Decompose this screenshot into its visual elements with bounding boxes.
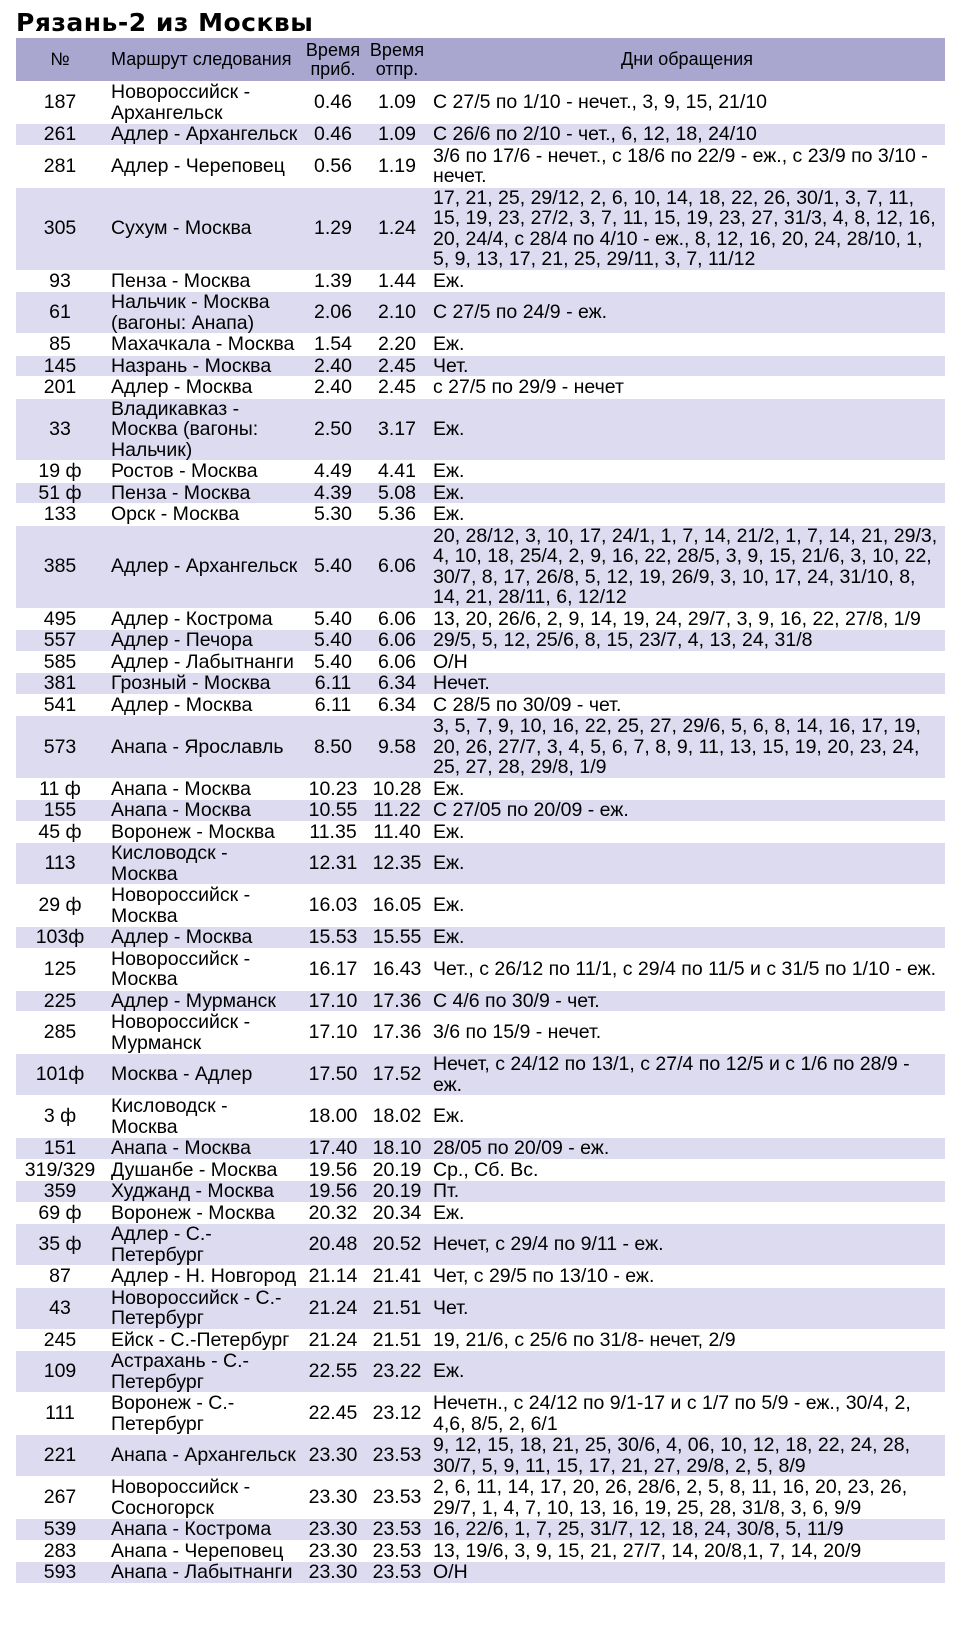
arrival-time: 21.24 bbox=[301, 1287, 365, 1329]
train-number: 267 bbox=[16, 1477, 104, 1519]
route-name: Адлер - Н. Новгород bbox=[104, 1266, 301, 1288]
operating-days: Нечет. bbox=[429, 673, 945, 695]
operating-days: Еж. bbox=[429, 398, 945, 461]
table-row bbox=[16, 1435, 945, 1477]
arrival-time: 18.00 bbox=[301, 1096, 365, 1138]
table-row bbox=[16, 694, 945, 716]
table-row bbox=[16, 885, 945, 927]
arrival-time: 2.40 bbox=[301, 355, 365, 377]
arrival-time: 20.32 bbox=[301, 1202, 365, 1224]
train-number: 573 bbox=[16, 716, 104, 779]
route-name: Владикавказ - Москва (вагоны: Нальчик) bbox=[104, 398, 301, 461]
arrival-time: 2.40 bbox=[301, 377, 365, 399]
table-row bbox=[16, 800, 945, 822]
operating-days: Еж. bbox=[429, 504, 945, 526]
table-row bbox=[16, 525, 945, 608]
operating-days: Еж. bbox=[429, 1096, 945, 1138]
table-row bbox=[16, 1012, 945, 1054]
arrival-time: 1.54 bbox=[301, 334, 365, 356]
route-name: Анапа - Кострома bbox=[104, 1519, 301, 1541]
departure-time: 6.06 bbox=[365, 651, 429, 673]
operating-days: Еж. bbox=[429, 270, 945, 292]
arrival-time: 17.10 bbox=[301, 1012, 365, 1054]
operating-days: 13, 19/6, 3, 9, 15, 21, 27/7, 14, 20/8,1, 7, 14, 20/9 bbox=[429, 1540, 945, 1562]
train-number: 221 bbox=[16, 1435, 104, 1477]
operating-days: 2, 6, 11, 14, 17, 20, 26, 28/6, 2, 5, 8, 11, 16, 20, 23, 26, 29/7, 1, 4, 7, 10, 13, 16, 19, 25, 28, 31/8, 3, 6, 9/9 bbox=[429, 1477, 945, 1519]
arrival-time: 12.31 bbox=[301, 843, 365, 885]
operating-days: С 4/6 по 30/9 - чет. bbox=[429, 990, 945, 1012]
table-row bbox=[16, 948, 945, 990]
departure-time: 5.08 bbox=[365, 482, 429, 504]
train-number: 61 bbox=[16, 292, 104, 334]
route-name: Новороссийск - Москва bbox=[104, 948, 301, 990]
operating-days: Нечетн., с 24/12 по 9/1-17 и с 1/7 по 5/9 - еж., 30/4, 2, 4,6, 8/5, 2, 6/1 bbox=[429, 1393, 945, 1435]
operating-days: Чет., с 26/12 по 11/1, с 29/4 по 11/5 и с 31/5 по 1/10 - еж. bbox=[429, 948, 945, 990]
train-number: 103ф bbox=[16, 927, 104, 949]
operating-days: 19, 21/6, с 25/6 по 31/8- нечет, 2/9 bbox=[429, 1329, 945, 1351]
departure-time: 23.53 bbox=[365, 1477, 429, 1519]
header-route: Маршрут следования bbox=[104, 38, 301, 82]
operating-days: 28/05 по 20/09 - еж. bbox=[429, 1138, 945, 1160]
operating-days: Еж. bbox=[429, 927, 945, 949]
table-row bbox=[16, 482, 945, 504]
route-name: Пенза - Москва bbox=[104, 270, 301, 292]
departure-time: 2.45 bbox=[365, 355, 429, 377]
operating-days: 3/6 по 15/9 - нечет. bbox=[429, 1012, 945, 1054]
operating-days: 29/5, 5, 12, 25/6, 8, 15, 23/7, 4, 13, 24, 31/8 bbox=[429, 630, 945, 652]
table-row bbox=[16, 1540, 945, 1562]
departure-time: 1.44 bbox=[365, 270, 429, 292]
departure-time: 23.22 bbox=[365, 1351, 429, 1393]
route-name: Ростов - Москва bbox=[104, 461, 301, 483]
route-name: Анапа - Ярославль bbox=[104, 716, 301, 779]
operating-days: Еж. bbox=[429, 778, 945, 800]
table-row bbox=[16, 124, 945, 146]
operating-days: Нечет, с 29/4 по 9/11 - еж. bbox=[429, 1224, 945, 1266]
arrival-time: 23.30 bbox=[301, 1540, 365, 1562]
header-departure: Время отпр. bbox=[365, 38, 429, 82]
train-number: 585 bbox=[16, 651, 104, 673]
departure-time: 21.51 bbox=[365, 1287, 429, 1329]
operating-days: Чет. bbox=[429, 1287, 945, 1329]
departure-time: 15.55 bbox=[365, 927, 429, 949]
route-name: Новороссийск - С.-Петербург bbox=[104, 1287, 301, 1329]
departure-time: 1.24 bbox=[365, 187, 429, 270]
train-number: 43 bbox=[16, 1287, 104, 1329]
route-name: Анапа - Москва bbox=[104, 778, 301, 800]
arrival-time: 4.39 bbox=[301, 482, 365, 504]
arrival-time: 16.03 bbox=[301, 885, 365, 927]
arrival-time: 23.30 bbox=[301, 1435, 365, 1477]
arrival-time: 23.30 bbox=[301, 1519, 365, 1541]
route-name: Кисловодск - Москва bbox=[104, 843, 301, 885]
table-body bbox=[16, 82, 945, 1584]
page-title: Рязань-2 из Москвы bbox=[16, 8, 314, 37]
departure-time: 20.19 bbox=[365, 1181, 429, 1203]
train-number: 495 bbox=[16, 608, 104, 630]
arrival-time: 6.11 bbox=[301, 673, 365, 695]
table-row bbox=[16, 673, 945, 695]
table-row bbox=[16, 1519, 945, 1541]
table-row bbox=[16, 377, 945, 399]
operating-days: Еж. bbox=[429, 482, 945, 504]
departure-time: 23.53 bbox=[365, 1540, 429, 1562]
route-name: Ейск - С.-Петербург bbox=[104, 1329, 301, 1351]
table-row bbox=[16, 82, 945, 124]
route-name: Пенза - Москва bbox=[104, 482, 301, 504]
arrival-time: 5.30 bbox=[301, 504, 365, 526]
arrival-time: 19.56 bbox=[301, 1181, 365, 1203]
table-row bbox=[16, 821, 945, 843]
train-number: 281 bbox=[16, 145, 104, 187]
departure-time: 2.10 bbox=[365, 292, 429, 334]
operating-days: 3, 5, 7, 9, 10, 16, 22, 25, 27, 29/6, 5, 6, 8, 14, 16, 17, 19, 20, 26, 27/7, 3, 4, 5, 6, 7, 8, 9, 11, 13, 15, 19, 20, 23, 24, 25, 27, 28, 29/8, 1/9 bbox=[429, 716, 945, 779]
table-row bbox=[16, 1393, 945, 1435]
operating-days: Нечет, с 24/12 по 13/1, с 27/4 по 12/5 и с 1/6 по 28/9 - еж. bbox=[429, 1054, 945, 1096]
arrival-time: 0.46 bbox=[301, 124, 365, 146]
table-row bbox=[16, 292, 945, 334]
train-number: 45 ф bbox=[16, 821, 104, 843]
train-number: 225 bbox=[16, 990, 104, 1012]
departure-time: 3.17 bbox=[365, 398, 429, 461]
train-number: 155 bbox=[16, 800, 104, 822]
train-number: 285 bbox=[16, 1012, 104, 1054]
table-row bbox=[16, 270, 945, 292]
schedule-table bbox=[16, 38, 945, 1584]
route-name: Сухум - Москва bbox=[104, 187, 301, 270]
route-name: Анапа - Череповец bbox=[104, 1540, 301, 1562]
arrival-time: 5.40 bbox=[301, 630, 365, 652]
route-name: Новороссийск - Сосногорск bbox=[104, 1477, 301, 1519]
table-row bbox=[16, 145, 945, 187]
departure-time: 17.36 bbox=[365, 990, 429, 1012]
table-row bbox=[16, 1351, 945, 1393]
train-number: 245 bbox=[16, 1329, 104, 1351]
route-name: Адлер - Печора bbox=[104, 630, 301, 652]
route-name: Астрахань - С.-Петербург bbox=[104, 1351, 301, 1393]
route-name: Адлер - С.-Петербург bbox=[104, 1224, 301, 1266]
header-days: Дни обращения bbox=[429, 38, 945, 82]
route-name: Худжанд - Москва bbox=[104, 1181, 301, 1203]
train-number: 101ф bbox=[16, 1054, 104, 1096]
table-row bbox=[16, 1287, 945, 1329]
departure-time: 1.09 bbox=[365, 124, 429, 146]
route-name: Адлер - Москва bbox=[104, 694, 301, 716]
departure-time: 16.05 bbox=[365, 885, 429, 927]
arrival-time: 15.53 bbox=[301, 927, 365, 949]
route-name: Новороссийск - Москва bbox=[104, 885, 301, 927]
arrival-time: 10.23 bbox=[301, 778, 365, 800]
train-number: 359 bbox=[16, 1181, 104, 1203]
operating-days: Чет, с 29/5 по 13/10 - еж. bbox=[429, 1266, 945, 1288]
arrival-time: 1.29 bbox=[301, 187, 365, 270]
route-name: Анапа - Лабытнанги bbox=[104, 1562, 301, 1584]
route-name: Махачкала - Москва bbox=[104, 334, 301, 356]
route-name: Воронеж - Москва bbox=[104, 821, 301, 843]
arrival-time: 19.56 bbox=[301, 1159, 365, 1181]
departure-time: 1.19 bbox=[365, 145, 429, 187]
operating-days: Чет. bbox=[429, 355, 945, 377]
route-name: Анапа - Москва bbox=[104, 1138, 301, 1160]
train-number: 539 bbox=[16, 1519, 104, 1541]
departure-time: 6.06 bbox=[365, 608, 429, 630]
arrival-time: 17.40 bbox=[301, 1138, 365, 1160]
table-row bbox=[16, 990, 945, 1012]
route-name: Москва - Адлер bbox=[104, 1054, 301, 1096]
arrival-time: 23.30 bbox=[301, 1562, 365, 1584]
train-number: 145 bbox=[16, 355, 104, 377]
operating-days: С 26/6 по 2/10 - чет., 6, 12, 18, 24/10 bbox=[429, 124, 945, 146]
arrival-time: 0.56 bbox=[301, 145, 365, 187]
arrival-time: 22.55 bbox=[301, 1351, 365, 1393]
header-num: № bbox=[16, 38, 104, 82]
train-number: 125 bbox=[16, 948, 104, 990]
train-number: 51 ф bbox=[16, 482, 104, 504]
arrival-time: 1.39 bbox=[301, 270, 365, 292]
train-number: 109 bbox=[16, 1351, 104, 1393]
departure-time: 6.34 bbox=[365, 673, 429, 695]
train-number: 93 bbox=[16, 270, 104, 292]
operating-days: О/Н bbox=[429, 651, 945, 673]
arrival-time: 23.30 bbox=[301, 1477, 365, 1519]
table-row bbox=[16, 927, 945, 949]
route-name: Воронеж - Москва bbox=[104, 1202, 301, 1224]
arrival-time: 21.14 bbox=[301, 1266, 365, 1288]
route-name: Новороссийск - Архангельск bbox=[104, 82, 301, 124]
operating-days: 16, 22/6, 1, 7, 25, 31/7, 12, 18, 24, 30/8, 5, 11/9 bbox=[429, 1519, 945, 1541]
route-name: Грозный - Москва bbox=[104, 673, 301, 695]
operating-days: с 27/5 по 29/9 - нечет bbox=[429, 377, 945, 399]
departure-time: 20.34 bbox=[365, 1202, 429, 1224]
departure-time: 21.51 bbox=[365, 1329, 429, 1351]
route-name: Адлер - Москва bbox=[104, 377, 301, 399]
departure-time: 6.06 bbox=[365, 525, 429, 608]
arrival-time: 2.50 bbox=[301, 398, 365, 461]
route-name: Анапа - Архангельск bbox=[104, 1435, 301, 1477]
arrival-time: 5.40 bbox=[301, 525, 365, 608]
table-row bbox=[16, 187, 945, 270]
arrival-time: 21.24 bbox=[301, 1329, 365, 1351]
departure-time: 23.12 bbox=[365, 1393, 429, 1435]
table-row bbox=[16, 843, 945, 885]
route-name: Воронеж - С.-Петербург bbox=[104, 1393, 301, 1435]
departure-time: 4.41 bbox=[365, 461, 429, 483]
departure-time: 23.53 bbox=[365, 1519, 429, 1541]
operating-days: 9, 12, 15, 18, 21, 25, 30/6, 4, 06, 10, 12, 18, 22, 24, 28, 30/7, 5, 9, 11, 15, 17, 21, 27, 29/8, 2, 5, 8/9 bbox=[429, 1435, 945, 1477]
departure-time: 11.40 bbox=[365, 821, 429, 843]
arrival-time: 17.10 bbox=[301, 990, 365, 1012]
train-number: 201 bbox=[16, 377, 104, 399]
train-number: 187 bbox=[16, 82, 104, 124]
operating-days: С 28/5 по 30/09 - чет. bbox=[429, 694, 945, 716]
departure-time: 20.19 bbox=[365, 1159, 429, 1181]
departure-time: 9.58 bbox=[365, 716, 429, 779]
route-name: Назрань - Москва bbox=[104, 355, 301, 377]
table-row bbox=[16, 1224, 945, 1266]
route-name: Адлер - Москва bbox=[104, 927, 301, 949]
operating-days: Пт. bbox=[429, 1181, 945, 1203]
train-number: 87 bbox=[16, 1266, 104, 1288]
table-row bbox=[16, 1329, 945, 1351]
arrival-time: 16.17 bbox=[301, 948, 365, 990]
operating-days: С 27/5 по 1/10 - нечет., 3, 9, 15, 21/10 bbox=[429, 82, 945, 124]
table-row bbox=[16, 1054, 945, 1096]
departure-time: 23.53 bbox=[365, 1562, 429, 1584]
table-row bbox=[16, 1202, 945, 1224]
table-row bbox=[16, 1096, 945, 1138]
arrival-time: 17.50 bbox=[301, 1054, 365, 1096]
route-name: Адлер - Череповец bbox=[104, 145, 301, 187]
table-row bbox=[16, 778, 945, 800]
departure-time: 12.35 bbox=[365, 843, 429, 885]
train-number: 319/329 bbox=[16, 1159, 104, 1181]
table-header bbox=[16, 38, 945, 82]
departure-time: 17.36 bbox=[365, 1012, 429, 1054]
train-number: 35 ф bbox=[16, 1224, 104, 1266]
departure-time: 17.52 bbox=[365, 1054, 429, 1096]
table-row bbox=[16, 398, 945, 461]
route-name: Новороссийск - Мурманск bbox=[104, 1012, 301, 1054]
train-number: 29 ф bbox=[16, 885, 104, 927]
train-number: 385 bbox=[16, 525, 104, 608]
departure-time: 21.41 bbox=[365, 1266, 429, 1288]
train-number: 33 bbox=[16, 398, 104, 461]
train-number: 85 bbox=[16, 334, 104, 356]
train-number: 557 bbox=[16, 630, 104, 652]
table-row bbox=[16, 1159, 945, 1181]
route-name: Адлер - Архангельск bbox=[104, 124, 301, 146]
departure-time: 10.28 bbox=[365, 778, 429, 800]
table-row bbox=[16, 651, 945, 673]
departure-time: 1.09 bbox=[365, 82, 429, 124]
route-name: Адлер - Кострома bbox=[104, 608, 301, 630]
table-row bbox=[16, 334, 945, 356]
table-row bbox=[16, 1266, 945, 1288]
departure-time: 6.34 bbox=[365, 694, 429, 716]
train-number: 283 bbox=[16, 1540, 104, 1562]
operating-days: 17, 21, 25, 29/12, 2, 6, 10, 14, 18, 22, 26, 30/1, 3, 7, 11, 15, 19, 23, 27/2, 3, 7, 11, 15, 19, 23, 27, 31/3, 4, 8, 12, 16, 20, 24/4, с 28/4 по 4/10 - еж., 8, 12, 16, 20, 24, 28/10, 1, 5, 9, 13, 17, 21, 25, 29/11, 3, 7, 11/12 bbox=[429, 187, 945, 270]
header-row bbox=[16, 38, 945, 82]
train-number: 593 bbox=[16, 1562, 104, 1584]
train-number: 11 ф bbox=[16, 778, 104, 800]
train-number: 19 ф bbox=[16, 461, 104, 483]
table-row bbox=[16, 1138, 945, 1160]
arrival-time: 22.45 bbox=[301, 1393, 365, 1435]
operating-days: С 27/05 по 20/09 - еж. bbox=[429, 800, 945, 822]
train-number: 261 bbox=[16, 124, 104, 146]
route-name: Кисловодск - Москва bbox=[104, 1096, 301, 1138]
train-number: 133 bbox=[16, 504, 104, 526]
arrival-time: 11.35 bbox=[301, 821, 365, 843]
table-row bbox=[16, 355, 945, 377]
table-row bbox=[16, 1477, 945, 1519]
departure-time: 18.10 bbox=[365, 1138, 429, 1160]
operating-days: Еж. bbox=[429, 843, 945, 885]
train-number: 381 bbox=[16, 673, 104, 695]
operating-days: Еж. bbox=[429, 885, 945, 927]
arrival-time: 2.06 bbox=[301, 292, 365, 334]
arrival-time: 4.49 bbox=[301, 461, 365, 483]
train-number: 151 bbox=[16, 1138, 104, 1160]
route-name: Анапа - Москва bbox=[104, 800, 301, 822]
arrival-time: 6.11 bbox=[301, 694, 365, 716]
operating-days: Еж. bbox=[429, 1351, 945, 1393]
arrival-time: 5.40 bbox=[301, 651, 365, 673]
route-name: Адлер - Лабытнанги bbox=[104, 651, 301, 673]
departure-time: 16.43 bbox=[365, 948, 429, 990]
arrival-time: 0.46 bbox=[301, 82, 365, 124]
arrival-time: 5.40 bbox=[301, 608, 365, 630]
operating-days: С 27/5 по 24/9 - еж. bbox=[429, 292, 945, 334]
operating-days: 13, 20, 26/6, 2, 9, 14, 19, 24, 29/7, 3, 9, 16, 22, 27/8, 1/9 bbox=[429, 608, 945, 630]
train-number: 541 bbox=[16, 694, 104, 716]
departure-time: 2.45 bbox=[365, 377, 429, 399]
train-number: 111 bbox=[16, 1393, 104, 1435]
train-number: 113 bbox=[16, 843, 104, 885]
operating-days: Еж. bbox=[429, 461, 945, 483]
departure-time: 11.22 bbox=[365, 800, 429, 822]
route-name: Адлер - Архангельск bbox=[104, 525, 301, 608]
departure-time: 5.36 bbox=[365, 504, 429, 526]
arrival-time: 8.50 bbox=[301, 716, 365, 779]
table-row bbox=[16, 1562, 945, 1584]
table-row bbox=[16, 1181, 945, 1203]
table-row bbox=[16, 504, 945, 526]
operating-days: 20, 28/12, 3, 10, 17, 24/1, 1, 7, 14, 21/2, 1, 7, 14, 21, 29/3, 4, 10, 18, 25/4, 2, 9, 16, 22, 28/5, 3, 9, 15, 21/6, 3, 10, 22, 30/7, 8, 17, 26/8, 5, 12, 19, 26/9, 3, 10, 17, 24, 31/10, 8, 14, 21, 28/11, 6, 12/12 bbox=[429, 525, 945, 608]
departure-time: 2.20 bbox=[365, 334, 429, 356]
operating-days: 3/6 по 17/6 - нечет., с 18/6 по 22/9 - еж., с 23/9 по 3/10 - нечет. bbox=[429, 145, 945, 187]
arrival-time: 20.48 bbox=[301, 1224, 365, 1266]
departure-time: 23.53 bbox=[365, 1435, 429, 1477]
operating-days: Еж. bbox=[429, 334, 945, 356]
route-name: Орск - Москва bbox=[104, 504, 301, 526]
train-number: 3 ф bbox=[16, 1096, 104, 1138]
operating-days: Ср., Сб. Вс. bbox=[429, 1159, 945, 1181]
departure-time: 18.02 bbox=[365, 1096, 429, 1138]
departure-time: 20.52 bbox=[365, 1224, 429, 1266]
route-name: Душанбе - Москва bbox=[104, 1159, 301, 1181]
route-name: Адлер - Мурманск bbox=[104, 990, 301, 1012]
operating-days: Еж. bbox=[429, 1202, 945, 1224]
table-row bbox=[16, 716, 945, 779]
table-row bbox=[16, 461, 945, 483]
header-arrival: Время приб. bbox=[301, 38, 365, 82]
departure-time: 6.06 bbox=[365, 630, 429, 652]
train-number: 305 bbox=[16, 187, 104, 270]
arrival-time: 10.55 bbox=[301, 800, 365, 822]
route-name: Нальчик - Москва (вагоны: Анапа) bbox=[104, 292, 301, 334]
operating-days: Еж. bbox=[429, 821, 945, 843]
operating-days: О/Н bbox=[429, 1562, 945, 1584]
table-row bbox=[16, 608, 945, 630]
train-number: 69 ф bbox=[16, 1202, 104, 1224]
table-row bbox=[16, 630, 945, 652]
